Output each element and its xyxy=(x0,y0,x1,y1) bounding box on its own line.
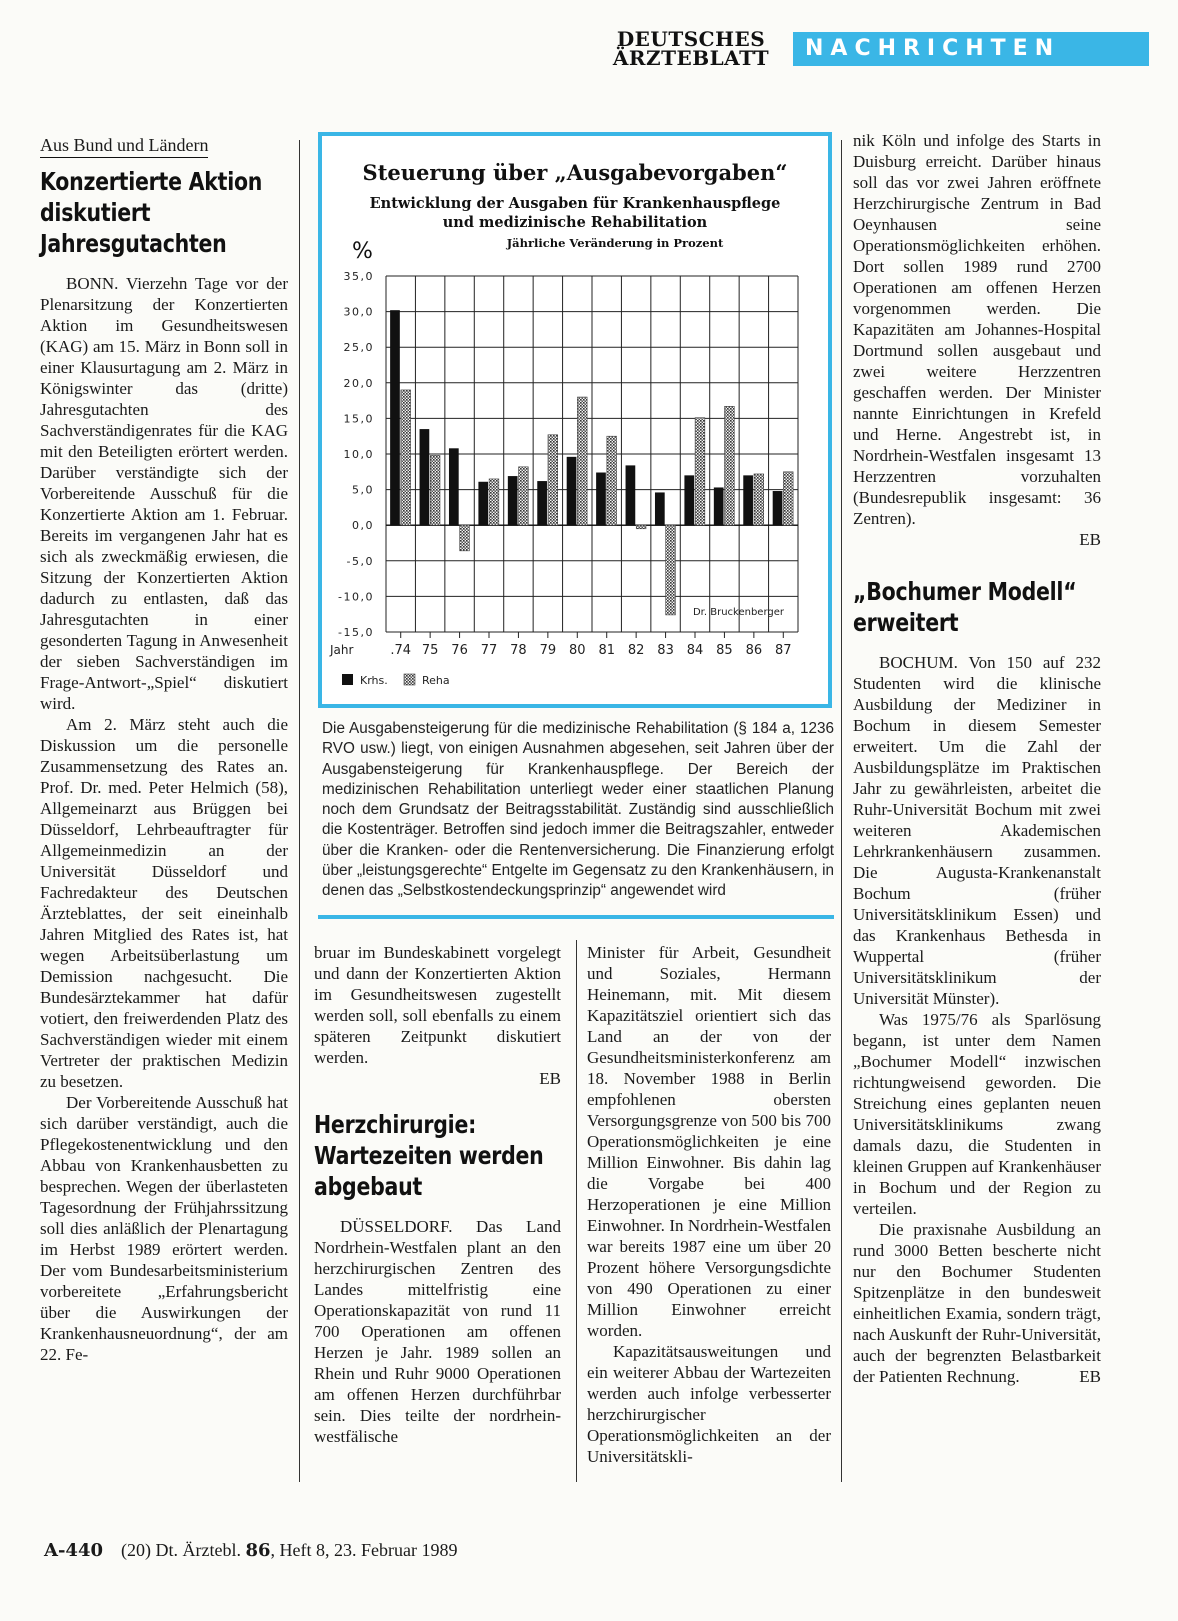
bar-reha-81 xyxy=(607,436,617,525)
masthead-logo xyxy=(606,27,776,70)
page-number: A-440 xyxy=(44,1540,104,1561)
x-tick-label: 76 xyxy=(451,643,468,658)
article3-paragraph: BOCHUM. Von 150 auf 232 Studenten wird die klinische Ausbildung der Mediziner in Bochum in diesem Semester erweitert. Um die Zahl der Ausbildungsplätze im Praktischen Jahr zu gewährleisten, arbeitet die Ruhr-Universität Bochum mit zwei weiteren Akademischen Lehrkrankenhäusern zusammen. Die Augusta-Krankenanstalt Bochum (früher Universitätsklinikum Essen) und das Krankenhaus Bethesda in Wuppertal (früher Universitätsklinikum der Universität Münster). xyxy=(853,653,1101,1008)
x-tick-label: 86 xyxy=(745,643,763,658)
chart-subtitle-3: Jährliche Veränderung in Prozent xyxy=(506,236,724,250)
article2-continuation: nik Köln und infolge des Starts in Duisburg erreicht. Darüber hinaus soll das vor zwei Jahren eröffnete Herzchirurgische Zentrum in Bad Oeynhausen seine Operationsmöglichkeiten erhöhen. Dort sollen 1989 rund 2700 Operationen am offenen Herzen vorgenommen werden. Die Kapazitäten am Johannes-Hospital Dortmund sollen ausgebaut und zwei weitere Herzzentren geschaffen werden. Der Minister nannte Einrichtungen in Krefeld und Herne. Angestrebt ist, in Nordrhein-Westfalen insgesamt 13 Herzzentren vorzuhalten (Bundesrepublik insgesamt: 36 Zentren). xyxy=(853,131,1101,528)
bar-krhs-80 xyxy=(567,457,577,525)
page-footer xyxy=(44,1540,458,1561)
bar-krhs-79 xyxy=(537,481,547,525)
y-tick-label: -10,0 xyxy=(338,590,374,604)
bar-reha-78 xyxy=(519,467,529,525)
legend-swatch-reha xyxy=(404,674,415,685)
y-axis-unit: % xyxy=(352,239,373,264)
bar-krhs-84 xyxy=(684,475,694,525)
citation-pre: (20) Dt. Ärztebl. xyxy=(121,1540,241,1560)
bar-reha-79 xyxy=(548,435,558,525)
column-rule-2 xyxy=(576,940,577,1482)
y-tick-label: 0,0 xyxy=(352,519,374,533)
chart-box xyxy=(318,132,832,708)
article1-paragraph: BONN. Vierzehn Tage vor der Plenarsitzung der Konzertierten Aktion im Gesundheitswesen (KAG) am 15. März in Bonn soll in einer Klausurtagung am 2. März in Königswinter das (dritte) Jahresgutachten des Sachverständigenrates für die KAG mit den Beteiligten erörtert werden. Darüber verständigte sich der Vorbereitende Ausschuß für die Konzertierte Aktion am 1. Februar. Bereits im vergangenen Jahr hat es sich als zweckmäßig erwiesen, die Sitzung der Konzertierten Aktion dadurch zu entlasten, daß das Jahresgutachten in einer gesonderten Tagung in Anwesenheit der sieben Sachverständigen im Frage-Antwort-„Spiel“ diskutiert wird. xyxy=(40,274,288,713)
article-column2 xyxy=(314,942,561,1447)
x-tick-label: 84 xyxy=(686,643,704,658)
bar-krhs-85 xyxy=(714,487,724,525)
x-tick-label: 82 xyxy=(627,643,645,658)
chart-annotation: Dr. Bruckenberger xyxy=(692,606,784,618)
article3-headline: „Bochumer Modell“ erweitert xyxy=(853,577,1077,637)
bar-krhs-83 xyxy=(655,492,665,525)
article2-body-col3 xyxy=(587,942,831,1467)
chart-subtitle-1: Entwicklung der Ausgaben für Krankenhauspflege xyxy=(369,195,781,212)
bar-reha-84 xyxy=(695,418,705,526)
y-tick-label: 10,0 xyxy=(343,448,374,461)
section-banner: NACHRICHTEN xyxy=(793,32,1149,66)
y-tick-label: 15,0 xyxy=(343,412,374,426)
article3-body xyxy=(853,652,1101,1387)
bar-reha-83 xyxy=(666,525,676,615)
x-tick-label: .74 xyxy=(390,643,412,658)
masthead-line2: ÄRZTEBLATT xyxy=(612,46,770,70)
x-tick-label: 85 xyxy=(716,643,733,658)
y-tick-label: 30,0 xyxy=(343,305,374,319)
x-tick-label: 77 xyxy=(480,643,498,658)
chart-title: Steuerung über „Ausgabevorgaben“ xyxy=(362,160,788,185)
y-tick-label: 20,0 xyxy=(343,376,374,390)
x-tick-label: 79 xyxy=(539,643,557,658)
bar-reha-82 xyxy=(636,525,646,529)
legend-swatch-krhs xyxy=(342,674,353,685)
y-tick-label: 25,0 xyxy=(343,341,374,355)
article1-paragraph: Der Vorbereitende Ausschuß hat sich darüber verständigt, auch die Pflegekostenentwicklung und den Abbau von Krankenhausbetten zu besprechen. Wegen der überlasteten Tagesordnung der Frühjahrssitzung soll dies anläßlich der Plenartagung im Herbst 1989 erörtert werden. Der vom Bundesarbeitsministerium vorbereitete „Erfahrungsbericht über die Auswirkungen der Krankenhausneuordnung“, der am 22. Fe- xyxy=(40,1093,288,1364)
x-tick-label: 81 xyxy=(598,643,615,658)
citation-post: , Heft 8, 23. Februar 1989 xyxy=(270,1540,458,1560)
article1-continuation: bruar im Bundeskabinett vorgelegt und dann der Konzertierten Aktion im Gesundheitswesen zugestellt werden soll, soll ebenfalls zu einem späteren Zeitpunkt diskutiert werden. xyxy=(314,943,561,1067)
x-tick-label: 83 xyxy=(657,643,674,658)
bar-krhs-78 xyxy=(508,476,518,525)
article-column4 xyxy=(853,130,1101,1387)
y-tick-label: 5,0 xyxy=(352,483,374,497)
bar-krhs-87 xyxy=(773,491,783,525)
article2-paragraph: Kapazitätsausweitungen und ein weiterer Abbau der Wartezeiten werden auch infolge verbesserter herzchirurgischer Operationsmöglichkeiten an der Universitätskli- xyxy=(587,1342,831,1466)
article3-paragraph: Die praxisnahe Ausbildung an rund 3000 Betten bescherte nicht nur den Bochumer Studenten Spitzenplätze in den bundesweit einheitlichen Examia, sondern trägt, nach Auskunft der Ruhr-Universität, auch der begrenzten Belastbarkeit der Patienten Rechnung. xyxy=(853,1220,1101,1386)
article2-paragraph: DÜSSELDORF. Das Land Nordrhein-Westfalen plant an den herzchirurgischen Zentren des Landes mittelfristig eine Operationskapazität von rund 11 700 Operationen am offenen Herzen je Jahr. 1989 sollen an Rhein und Ruhr 9000 Operationen am offenen Herzen durchführbar sein. Dies teilte der nordrhein-westfälische xyxy=(314,1217,561,1446)
citation-volume: 86 xyxy=(245,1540,271,1561)
y-tick-label: -15,0 xyxy=(338,626,374,639)
bar-reha-75 xyxy=(430,455,440,525)
article2-paragraph: Minister für Arbeit, Gesundheit und Soziales, Hermann Heinemann, mit. Mit diesem Kapazitätsziel orientiert sich das Land an der von der Gesundheitsministerkonferenz am 18. November 1988 in Berlin empfohlenen obersten Versorgungsgrenze von 500 bis 700 Operationsmöglichkeiten je eine Million Einwohner. Bis dahin lag die Vorgabe bei 400 Herzoperationen je eine Million Einwohner. In Nordrhein-Westfalen war bereits 1987 eine um über 20 Prozent höhere Versorgungsdichte von 490 Operationen zu einer Million Einwohner erreicht worden. xyxy=(587,943,831,1340)
legend-label-krhs: Krhs. xyxy=(360,674,388,687)
bar-krhs-74 xyxy=(390,310,400,525)
article1-headline: Konzertierte Aktion diskutiert Jahresgutachten xyxy=(40,167,263,258)
article1-column1 xyxy=(40,134,288,1365)
section-kicker: Aus Bund und Ländern xyxy=(40,134,208,158)
chart-caption: Die Ausgabensteigerung für die medizinische Rehabilitation (§ 184 a, 1236 RVO usw.) liegt, von einigen Ausnahmen abgesehen, seit Jahren über der Ausgabensteigerung für Krankenhauspflege. Der Bereich der medizinischen Rehabilitation unterliegt weder einer staatlichen Planung noch dem Grundsatz der Beitragsstabilität. Zuständig sind ausschließlich die Kostenträger. Betroffen sind jedoch immer die Beitragszahler, entweder über die Kranken- oder die Rentenversicherung. Die Finanzierung erfolgt über „leistungsgerechte“ Entgelte im Gegensatz zu den Krankenhäusern, in denen das „Selbstkostendeckungsprinzip“ angewendet wird xyxy=(322,720,834,900)
column-rule-1 xyxy=(299,140,300,1482)
article2-column3 xyxy=(587,942,831,1467)
bar-reha-87 xyxy=(783,472,793,525)
article1-signoff: EB xyxy=(539,1069,561,1088)
x-axis-label: Jahr xyxy=(330,643,354,657)
caption-rule xyxy=(318,915,834,919)
bar-krhs-76 xyxy=(449,448,459,525)
bar-reha-74 xyxy=(401,390,411,525)
bar-reha-86 xyxy=(754,474,764,525)
bar-reha-77 xyxy=(489,479,499,525)
bar-reha-76 xyxy=(460,525,470,551)
article3-paragraph: Was 1975/76 als Sparlösung begann, ist unter dem Namen „Bochumer Modell“ inzwischen richtungweisend geworden. Die Streichung eines geplanten neuen Universitätsklinikums zwang damals dazu, die Studenten in kleinen Gruppen auf Krankenhäuser in Bochum und der Region zu verteilen. xyxy=(853,1010,1101,1218)
chart-subtitle-2: und medizinische Rehabilitation xyxy=(442,214,708,231)
article2-signoff: EB xyxy=(1079,530,1101,549)
bar-reha-85 xyxy=(725,406,735,525)
bar-krhs-77 xyxy=(478,482,488,525)
article1-body xyxy=(40,273,288,1365)
x-tick-label: 75 xyxy=(421,643,439,658)
y-tick-label: -5,0 xyxy=(346,554,374,568)
legend-label-reha: Reha xyxy=(422,674,450,687)
bar-krhs-82 xyxy=(626,465,636,525)
y-tick-label: 35,0 xyxy=(343,270,374,283)
bar-reha-80 xyxy=(577,397,587,525)
x-tick-label: 78 xyxy=(510,643,527,658)
article3-signoff: EB xyxy=(1079,1367,1101,1386)
x-tick-label: 87 xyxy=(775,643,792,658)
bar-krhs-75 xyxy=(420,429,430,525)
bar-krhs-86 xyxy=(743,475,753,525)
column-rule-3 xyxy=(841,140,842,1482)
masthead-line1: DEUTSCHES xyxy=(616,27,766,51)
article2-headline: Herzchirurgie: Wartezeiten werden abgebaut xyxy=(314,1110,544,1201)
bar-krhs-81 xyxy=(596,473,606,526)
x-tick-label: 80 xyxy=(569,643,586,658)
article1-paragraph: Am 2. März steht auch die Diskussion um die personelle Zusammensetzung des Rates an. Prof. Dr. med. Peter Helmich (58), Allgemeinarzt aus Brüggen bei Düsseldorf, Lehrbeauftragter für Allgemeinmedizin an der Universität Düsseldorf und Fachredakteur des Deutschen Ärzteblattes, der seit eineinhalb Jahren Mitglied des Rates ist, hat wegen Arbeitsüberlastung um Demission nachgesucht. Die Bundesärztekammer hat dafür votiert, den freiwerdenden Platz des Sachverständigen wieder mit einem Vertreter der praktischen Medizin zu besetzen. xyxy=(40,715,288,1091)
